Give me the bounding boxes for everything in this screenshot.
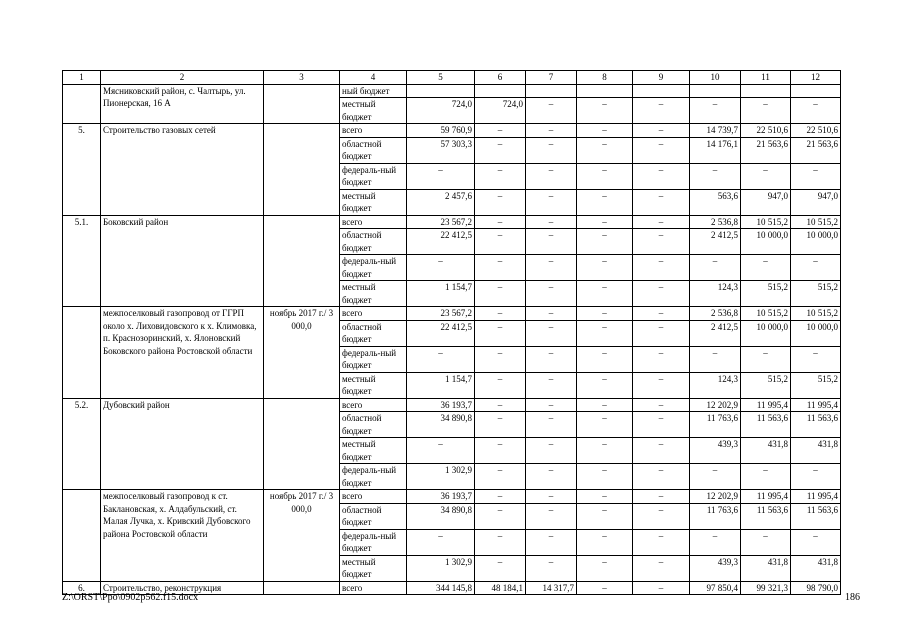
value-cell xyxy=(407,84,475,98)
col-header: 8 xyxy=(577,71,633,85)
value-cell: – xyxy=(690,464,741,490)
value-cell: 11 563,6 xyxy=(791,412,841,438)
value-cell: – xyxy=(633,529,690,555)
value-cell: 21 563,6 xyxy=(741,137,791,163)
value-cell: – xyxy=(475,124,526,138)
value-cell: – xyxy=(526,189,577,215)
value-cell: – xyxy=(633,215,690,229)
value-cell: – xyxy=(577,346,633,372)
value-cell: 36 193,7 xyxy=(407,490,475,504)
value-cell: 11 995,4 xyxy=(791,398,841,412)
value-cell: – xyxy=(633,581,690,595)
value-cell: 10 515,2 xyxy=(741,307,791,321)
value-cell: – xyxy=(577,307,633,321)
value-cell: 59 760,9 xyxy=(407,124,475,138)
value-cell: – xyxy=(791,163,841,189)
budget-type: всего xyxy=(340,581,407,595)
budget-type: всего xyxy=(340,307,407,321)
budget-type: местный бюджет xyxy=(340,555,407,581)
budget-table xyxy=(62,70,841,595)
col-header: 12 xyxy=(791,71,841,85)
file-path: Z:\ORST\Ppo\0902p562.f15.docx xyxy=(62,592,199,603)
value-cell: – xyxy=(633,255,690,281)
value-cell: – xyxy=(475,307,526,321)
value-cell: 439,3 xyxy=(690,438,741,464)
value-cell: 36 193,7 xyxy=(407,398,475,412)
value-cell: – xyxy=(407,163,475,189)
value-cell: – xyxy=(475,163,526,189)
value-cell: 34 890,8 xyxy=(407,503,475,529)
budget-type: областной бюджет xyxy=(340,503,407,529)
value-cell: 98 790,0 xyxy=(791,581,841,595)
row-date: ноябрь 2017 г./ 3 000,0 xyxy=(264,307,340,399)
value-cell: – xyxy=(791,529,841,555)
value-cell: 515,2 xyxy=(741,372,791,398)
value-cell: – xyxy=(475,503,526,529)
row-number: 5.1. xyxy=(63,215,101,307)
value-cell: 515,2 xyxy=(791,372,841,398)
value-cell: 1 154,7 xyxy=(407,281,475,307)
col-header: 4 xyxy=(340,71,407,85)
col-header: 5 xyxy=(407,71,475,85)
value-cell: 21 563,6 xyxy=(791,137,841,163)
value-cell: – xyxy=(475,372,526,398)
value-cell: – xyxy=(633,555,690,581)
header-row xyxy=(63,71,841,85)
value-cell: 11 563,6 xyxy=(791,503,841,529)
value-cell: – xyxy=(526,372,577,398)
row-number: 5. xyxy=(63,124,101,216)
value-cell: – xyxy=(741,98,791,124)
value-cell: 14 317,7 xyxy=(526,581,577,595)
value-cell: 11 763,6 xyxy=(690,412,741,438)
value-cell: – xyxy=(526,124,577,138)
value-cell: 22 412,5 xyxy=(407,320,475,346)
value-cell: 11 995,4 xyxy=(741,398,791,412)
table-row xyxy=(63,215,841,229)
row-date: ноябрь 2017 г./ 3 000,0 xyxy=(264,490,340,582)
row-name: Боковский район xyxy=(101,215,264,307)
value-cell: – xyxy=(633,229,690,255)
value-cell: 1 302,9 xyxy=(407,464,475,490)
page-number: 186 xyxy=(845,592,860,603)
value-cell: – xyxy=(475,438,526,464)
col-header: 1 xyxy=(63,71,101,85)
value-cell: – xyxy=(577,555,633,581)
value-cell: – xyxy=(577,124,633,138)
value-cell: 1 302,9 xyxy=(407,555,475,581)
value-cell: – xyxy=(577,163,633,189)
budget-type: всего xyxy=(340,490,407,504)
value-cell: – xyxy=(526,438,577,464)
value-cell: 431,8 xyxy=(791,555,841,581)
value-cell: – xyxy=(577,581,633,595)
row-date xyxy=(264,215,340,307)
value-cell: – xyxy=(526,529,577,555)
value-cell: – xyxy=(526,346,577,372)
budget-type: федераль-ный бюджет xyxy=(340,255,407,281)
value-cell: 99 321,3 xyxy=(741,581,791,595)
value-cell: 2 536,8 xyxy=(690,215,741,229)
value-cell: – xyxy=(791,464,841,490)
row-number: 6. xyxy=(63,581,101,595)
value-cell: – xyxy=(407,438,475,464)
value-cell xyxy=(690,84,741,98)
value-cell: – xyxy=(577,255,633,281)
value-cell: 724,0 xyxy=(475,98,526,124)
value-cell: 22 412,5 xyxy=(407,229,475,255)
value-cell: – xyxy=(526,320,577,346)
table-row xyxy=(63,307,841,321)
value-cell: – xyxy=(577,529,633,555)
value-cell: – xyxy=(633,189,690,215)
value-cell xyxy=(526,84,577,98)
value-cell: – xyxy=(526,503,577,529)
value-cell xyxy=(791,84,841,98)
value-cell: 57 303,3 xyxy=(407,137,475,163)
value-cell: 23 567,2 xyxy=(407,307,475,321)
value-cell: 11 995,4 xyxy=(741,490,791,504)
value-cell: – xyxy=(741,346,791,372)
value-cell: – xyxy=(526,281,577,307)
value-cell: 11 563,6 xyxy=(741,503,791,529)
value-cell: – xyxy=(475,490,526,504)
row-name: Мясниковский район, с. Чалтырь, ул. Пионерская, 16 А xyxy=(101,84,264,124)
value-cell: 515,2 xyxy=(791,281,841,307)
row-name: Строительство газовых сетей xyxy=(101,124,264,216)
col-header: 9 xyxy=(633,71,690,85)
value-cell: 12 202,9 xyxy=(690,490,741,504)
value-cell: – xyxy=(475,412,526,438)
value-cell: – xyxy=(526,555,577,581)
table-row xyxy=(63,398,841,412)
value-cell: – xyxy=(633,438,690,464)
budget-type: областной бюджет xyxy=(340,320,407,346)
value-cell: 14 176,1 xyxy=(690,137,741,163)
value-cell: – xyxy=(633,137,690,163)
budget-type: федераль-ный бюджет xyxy=(340,529,407,555)
table-row xyxy=(63,84,841,98)
value-cell: – xyxy=(475,137,526,163)
value-cell: – xyxy=(577,438,633,464)
budget-type: федераль-ный бюджет xyxy=(340,163,407,189)
value-cell: – xyxy=(475,281,526,307)
value-cell: 10 000,0 xyxy=(791,320,841,346)
value-cell: 124,3 xyxy=(690,372,741,398)
budget-type: ный бюджет xyxy=(340,84,407,98)
row-name: Дубовский район xyxy=(101,398,264,490)
budget-type: местный бюджет xyxy=(340,438,407,464)
value-cell: – xyxy=(633,372,690,398)
value-cell: – xyxy=(633,503,690,529)
budget-type: всего xyxy=(340,215,407,229)
value-cell: 10 515,2 xyxy=(741,215,791,229)
value-cell: – xyxy=(407,346,475,372)
value-cell: 947,0 xyxy=(741,189,791,215)
value-cell: 10 000,0 xyxy=(741,320,791,346)
budget-type: федераль-ный бюджет xyxy=(340,346,407,372)
row-date xyxy=(264,124,340,216)
value-cell xyxy=(577,84,633,98)
value-cell: – xyxy=(690,98,741,124)
value-cell: – xyxy=(526,98,577,124)
value-cell: – xyxy=(741,163,791,189)
value-cell: – xyxy=(577,281,633,307)
value-cell: – xyxy=(475,229,526,255)
col-header: 7 xyxy=(526,71,577,85)
budget-type: местный бюджет xyxy=(340,98,407,124)
value-cell: – xyxy=(475,189,526,215)
value-cell: – xyxy=(577,137,633,163)
value-cell: – xyxy=(690,255,741,281)
value-cell: 22 510,6 xyxy=(741,124,791,138)
value-cell: 431,8 xyxy=(791,438,841,464)
value-cell: 2 412,5 xyxy=(690,229,741,255)
value-cell: – xyxy=(577,464,633,490)
value-cell: – xyxy=(407,255,475,281)
value-cell: – xyxy=(475,255,526,281)
table-row xyxy=(63,124,841,138)
value-cell: – xyxy=(791,98,841,124)
value-cell: 10 515,2 xyxy=(791,215,841,229)
row-number xyxy=(63,490,101,582)
value-cell: – xyxy=(741,464,791,490)
row-number xyxy=(63,307,101,399)
value-cell: – xyxy=(475,320,526,346)
value-cell: – xyxy=(526,307,577,321)
row-name: межпоселковый газопровод от ГГРП около х. Лиховидовского к х. Климовка, п. Краснозоринский, х. Ялоновский Боковского района Ростовской области xyxy=(101,307,264,399)
row-name: межпоселковый газопровод к ст. Баклановская, х. Алдабульский, ст. Малая Лучка, х. Кривский Дубовского района Ростовской области xyxy=(101,490,264,582)
value-cell: – xyxy=(633,398,690,412)
value-cell: – xyxy=(526,137,577,163)
row-name: Строительство, реконструкция xyxy=(101,581,264,595)
value-cell: – xyxy=(577,98,633,124)
value-cell: – xyxy=(791,346,841,372)
value-cell: 563,6 xyxy=(690,189,741,215)
value-cell: 10 000,0 xyxy=(791,229,841,255)
value-cell: – xyxy=(577,229,633,255)
value-cell: 48 184,1 xyxy=(475,581,526,595)
value-cell: – xyxy=(690,163,741,189)
value-cell: – xyxy=(577,215,633,229)
value-cell: 2 457,6 xyxy=(407,189,475,215)
value-cell: 439,3 xyxy=(690,555,741,581)
value-cell: 2 412,5 xyxy=(690,320,741,346)
value-cell: – xyxy=(526,229,577,255)
row-number xyxy=(63,84,101,124)
col-header: 10 xyxy=(690,71,741,85)
value-cell: 344 145,8 xyxy=(407,581,475,595)
value-cell: – xyxy=(633,307,690,321)
row-date xyxy=(264,84,340,124)
value-cell: 724,0 xyxy=(407,98,475,124)
value-cell: 431,8 xyxy=(741,438,791,464)
value-cell: – xyxy=(633,346,690,372)
col-header: 11 xyxy=(741,71,791,85)
row-date xyxy=(264,581,340,595)
value-cell: 947,0 xyxy=(791,189,841,215)
value-cell: 34 890,8 xyxy=(407,412,475,438)
value-cell: 124,3 xyxy=(690,281,741,307)
value-cell: – xyxy=(633,412,690,438)
value-cell: 431,8 xyxy=(741,555,791,581)
value-cell xyxy=(741,84,791,98)
value-cell xyxy=(633,84,690,98)
value-cell: – xyxy=(475,346,526,372)
value-cell: 515,2 xyxy=(741,281,791,307)
value-cell: 97 850,4 xyxy=(690,581,741,595)
budget-type: местный бюджет xyxy=(340,281,407,307)
value-cell: – xyxy=(577,320,633,346)
value-cell: 22 510,6 xyxy=(791,124,841,138)
row-date xyxy=(264,398,340,490)
value-cell: – xyxy=(526,398,577,412)
value-cell: – xyxy=(475,555,526,581)
value-cell: – xyxy=(475,215,526,229)
value-cell: – xyxy=(577,189,633,215)
value-cell: – xyxy=(577,412,633,438)
value-cell: – xyxy=(577,372,633,398)
value-cell: – xyxy=(475,464,526,490)
value-cell: 10 515,2 xyxy=(791,307,841,321)
col-header: 6 xyxy=(475,71,526,85)
value-cell: 11 763,6 xyxy=(690,503,741,529)
value-cell: – xyxy=(633,163,690,189)
value-cell: 11 995,4 xyxy=(791,490,841,504)
value-cell: – xyxy=(690,529,741,555)
value-cell: – xyxy=(633,464,690,490)
value-cell: 10 000,0 xyxy=(741,229,791,255)
value-cell: – xyxy=(633,98,690,124)
value-cell xyxy=(475,84,526,98)
value-cell: – xyxy=(526,412,577,438)
value-cell: – xyxy=(526,255,577,281)
value-cell: – xyxy=(633,281,690,307)
value-cell: – xyxy=(526,163,577,189)
value-cell: – xyxy=(690,346,741,372)
budget-type: всего xyxy=(340,124,407,138)
value-cell: – xyxy=(577,490,633,504)
budget-type: федераль-ный бюджет xyxy=(340,464,407,490)
value-cell: – xyxy=(791,255,841,281)
budget-type: местный бюджет xyxy=(340,372,407,398)
value-cell: 1 154,7 xyxy=(407,372,475,398)
value-cell: 2 536,8 xyxy=(690,307,741,321)
value-cell: – xyxy=(475,398,526,412)
value-cell: 14 739,7 xyxy=(690,124,741,138)
value-cell: – xyxy=(741,255,791,281)
value-cell: – xyxy=(741,529,791,555)
value-cell: – xyxy=(577,398,633,412)
budget-type: областной бюджет xyxy=(340,412,407,438)
budget-type: местный бюджет xyxy=(340,189,407,215)
value-cell: 23 567,2 xyxy=(407,215,475,229)
value-cell: – xyxy=(526,464,577,490)
value-cell: – xyxy=(577,503,633,529)
value-cell: – xyxy=(633,320,690,346)
budget-type: всего xyxy=(340,398,407,412)
table-row xyxy=(63,490,841,504)
value-cell: – xyxy=(526,215,577,229)
row-number: 5.2. xyxy=(63,398,101,490)
value-cell: – xyxy=(526,490,577,504)
value-cell: – xyxy=(407,529,475,555)
budget-type: областной бюджет xyxy=(340,229,407,255)
col-header: 3 xyxy=(264,71,340,85)
value-cell: 11 563,6 xyxy=(741,412,791,438)
value-cell: 12 202,9 xyxy=(690,398,741,412)
value-cell: – xyxy=(633,490,690,504)
value-cell: – xyxy=(475,529,526,555)
value-cell: – xyxy=(633,124,690,138)
col-header: 2 xyxy=(101,71,264,85)
budget-type: областной бюджет xyxy=(340,137,407,163)
